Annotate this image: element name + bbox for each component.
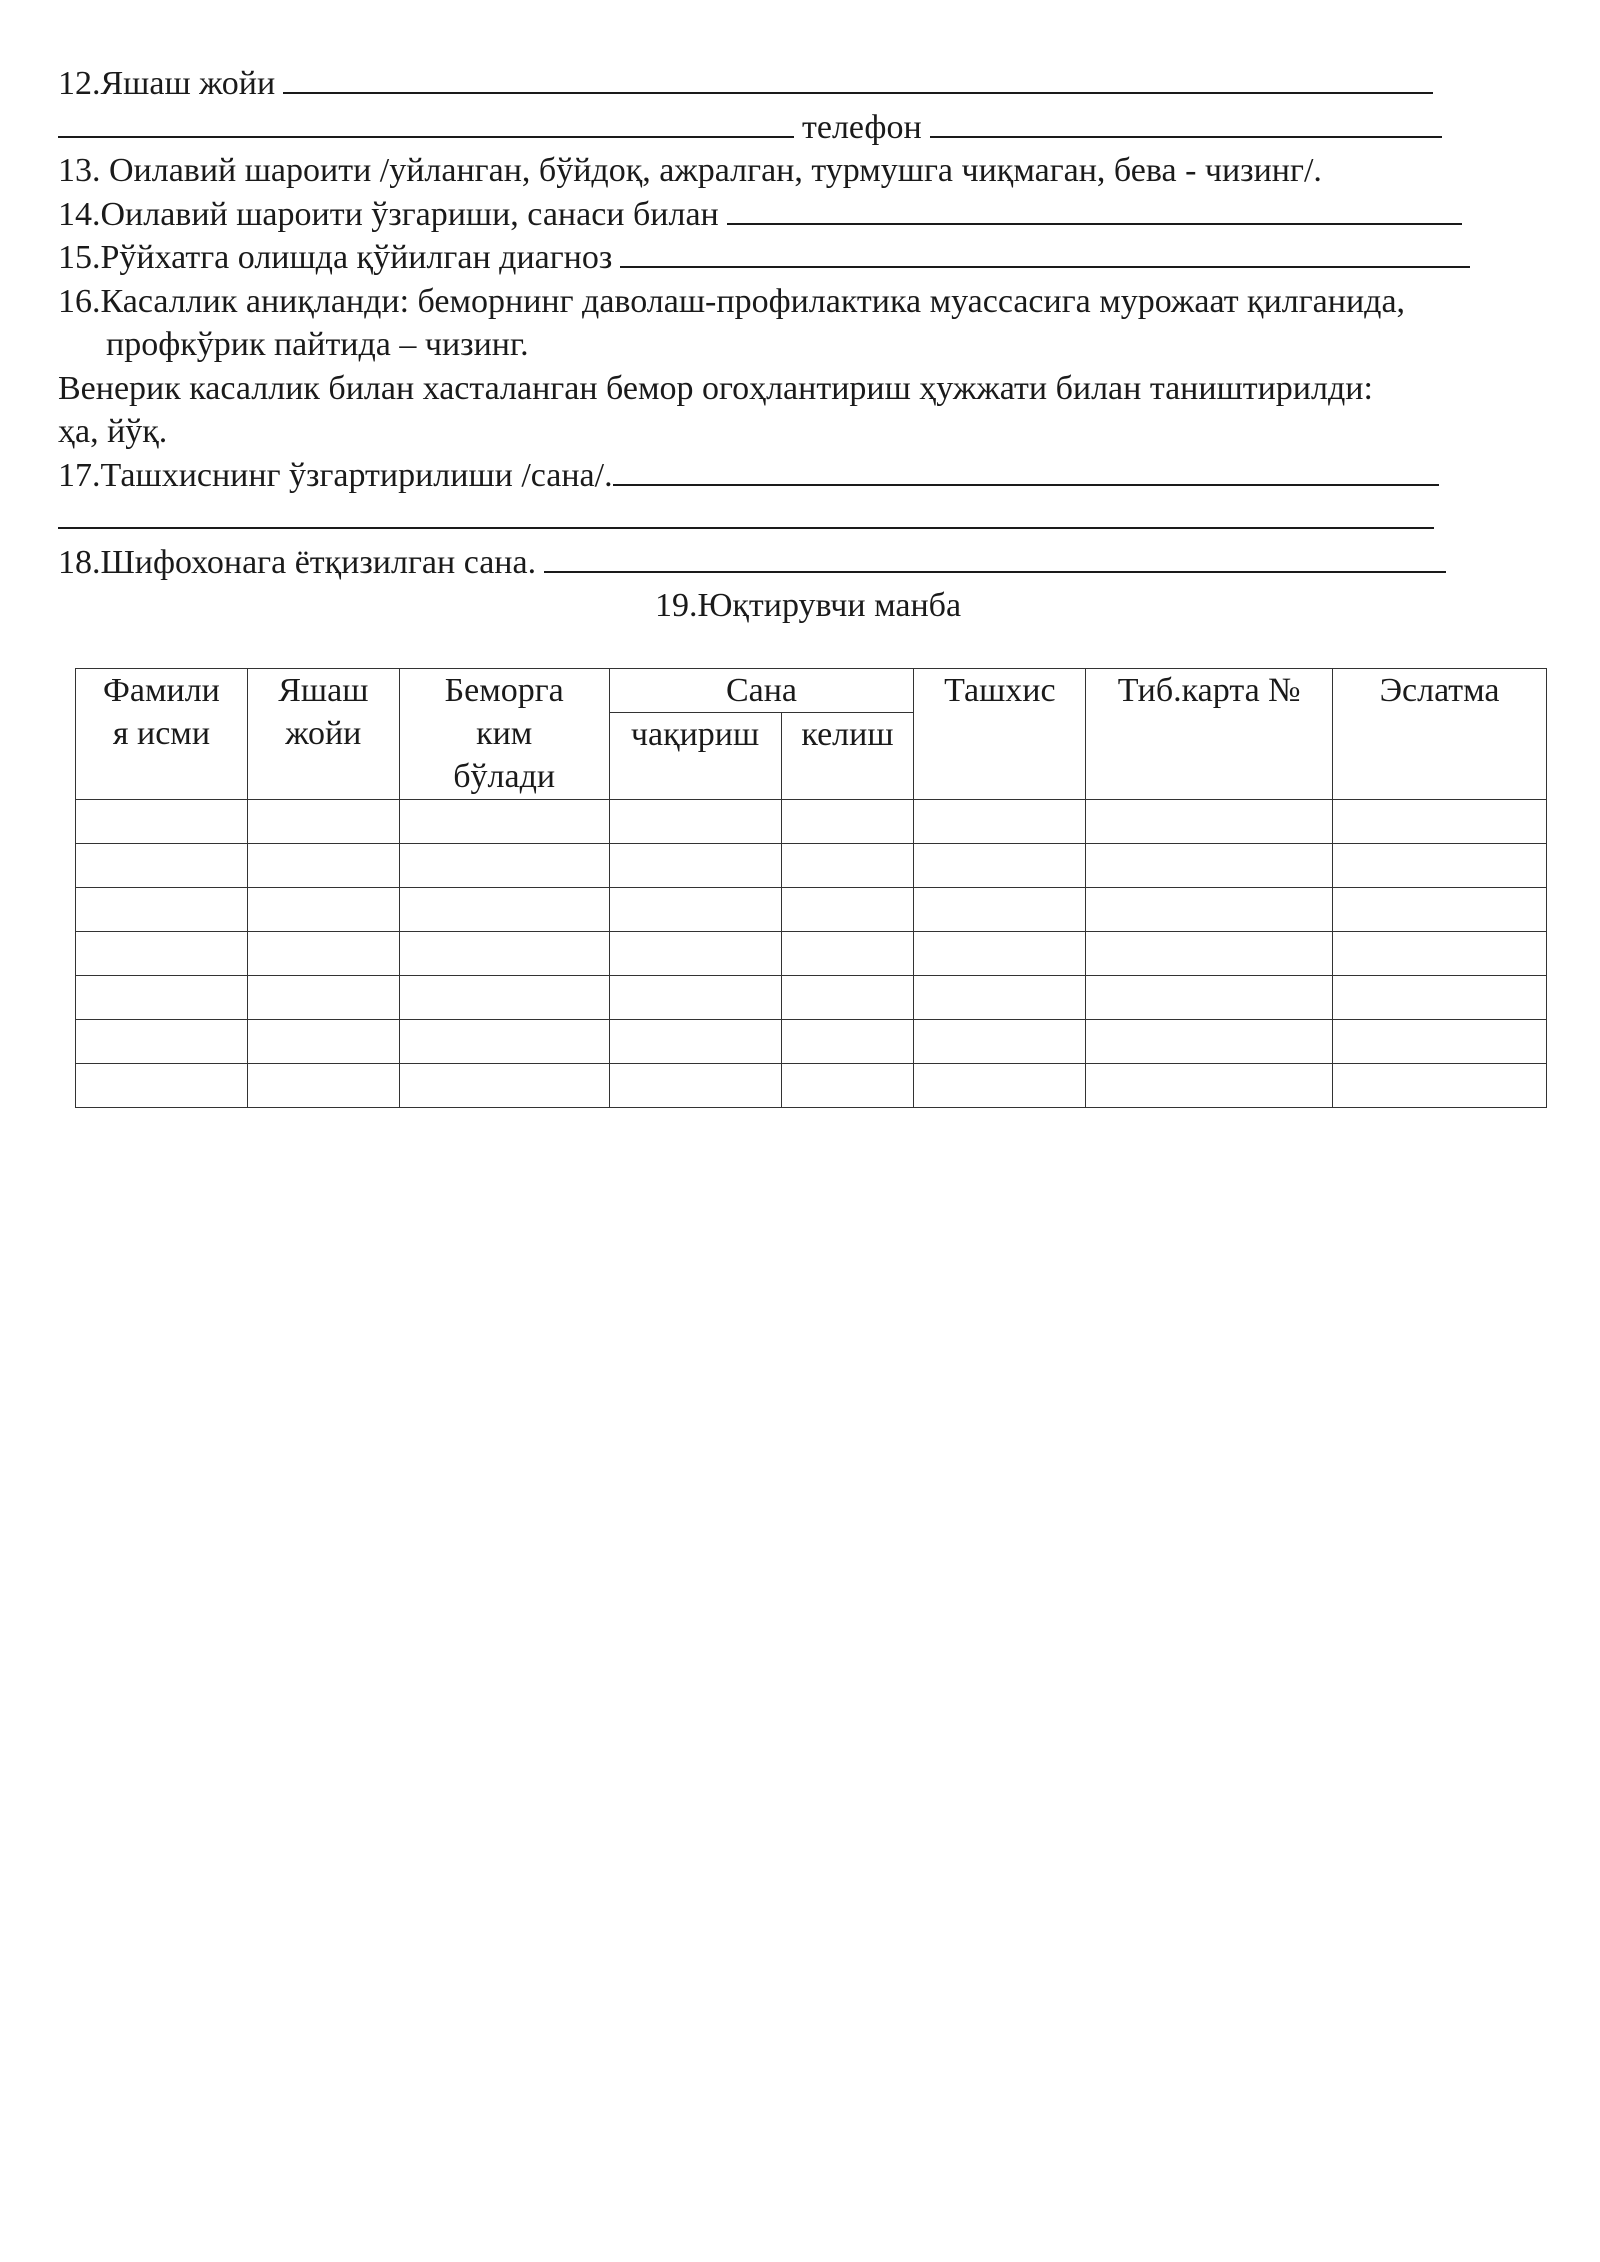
table-row [76,844,1547,888]
table-cell[interactable] [914,800,1086,844]
table-cell[interactable] [609,932,781,976]
table-cell[interactable] [76,844,248,888]
table-cell[interactable] [399,976,609,1020]
table-cell[interactable] [781,888,914,932]
table-cell[interactable] [914,888,1086,932]
item-17-label: 17.Ташхиснинг ўзгартирилиши /сана/. [58,456,613,494]
table-cell[interactable] [1333,976,1547,1020]
venereal-line-2 [58,410,1558,454]
table-cell[interactable] [76,1064,248,1108]
item-14-label: 14.Оилавий шароити ўзгариши, санаси билан [58,195,719,233]
table-cell[interactable] [781,976,914,1020]
table-cell[interactable] [399,800,609,844]
table-cell[interactable] [1086,932,1333,976]
table-cell[interactable] [781,1020,914,1064]
header-address-line-1: Яшаш [278,672,369,709]
table-cell[interactable] [76,1020,248,1064]
venereal-text-2: ҳа, йўқ. [58,413,168,450]
header-address-line-2: жойи [285,715,362,752]
table-cell[interactable] [914,844,1086,888]
table-cell[interactable] [1333,1064,1547,1108]
table-cell[interactable] [609,1020,781,1064]
table-row [76,1064,1547,1108]
table-cell[interactable] [914,932,1086,976]
header-relation-line-2: ким [476,715,533,752]
table-cell[interactable] [1333,1020,1547,1064]
header-note: Эслатма [1333,669,1547,800]
table-cell[interactable] [914,1064,1086,1108]
table-cell[interactable] [781,800,914,844]
header-relation-line-3: бўлади [453,758,556,795]
table-row [76,976,1547,1020]
table-cell[interactable] [247,800,399,844]
table-cell[interactable] [1333,888,1547,932]
table-cell[interactable] [914,976,1086,1020]
table-cell[interactable] [1086,1020,1333,1064]
item-17-continuation-line [58,497,1558,541]
table-cell[interactable] [1086,800,1333,844]
table-cell[interactable] [609,976,781,1020]
item-16-line-2 [58,323,1558,367]
table-cell[interactable] [76,800,248,844]
item-16-text-1: 16.Касаллик аниқланди: беморнинг даволаш-профилактика муассасига мурожаат қилганида, [58,282,1406,320]
item-18-line [58,541,1558,585]
table-cell[interactable] [247,844,399,888]
header-name [76,669,248,800]
header-date-arrival: келиш [781,713,914,800]
header-date: Сана [609,669,914,713]
item-15-label: 15.Рўйхатга олишда қўйилган диагноз [58,239,613,276]
table-cell[interactable] [1333,932,1547,976]
table-cell[interactable] [247,1064,399,1108]
header-date-call: чақириш [609,713,781,800]
item-14-line [58,193,1558,237]
diagnosis-field[interactable] [620,236,1470,268]
table-cell[interactable] [1086,844,1333,888]
table-cell[interactable] [914,1020,1086,1064]
table-cell[interactable] [1333,844,1547,888]
table-cell[interactable] [399,888,609,932]
table-cell[interactable] [1086,1064,1333,1108]
table-cell[interactable] [609,1064,781,1108]
header-relation-line-1: Беморга [444,672,564,709]
item-13-line [58,149,1558,193]
table-cell[interactable] [247,976,399,1020]
table-row [76,1020,1547,1064]
item-17-line [58,454,1558,498]
item-16-line-1 [58,280,1558,324]
table-cell[interactable] [399,1064,609,1108]
table-body [76,800,1547,1108]
table-cell[interactable] [76,932,248,976]
table-row [76,800,1547,844]
header-name-line-1: Фамили [103,672,220,709]
item-13-text: 13. Оилавий шароити /уйланган, бўйдоқ, ажралган, турмушга чиқмаган, бева - чизинг/. [58,152,1322,189]
diagnosis-change-field-continued[interactable] [58,497,1434,529]
address-field[interactable] [283,62,1433,94]
venereal-line-1 [58,367,1558,411]
table-cell[interactable] [1086,976,1333,1020]
family-change-field[interactable] [727,193,1462,225]
table-cell[interactable] [247,888,399,932]
venereal-text-1: Венерик касаллик билан хасталанган бемор огоҳлантириш ҳужжати билан таништирилди: [58,369,1373,407]
item-15-line [58,236,1558,280]
table-cell[interactable] [399,1020,609,1064]
header-address [247,669,399,800]
phone-label: телефон [802,108,922,146]
table-cell[interactable] [609,888,781,932]
item-19-title: 19.Юқтирувчи манба [654,587,962,624]
item-12-label: 12.Яшаш жойи [58,65,276,102]
item-12-line [58,62,1558,106]
diagnosis-change-field[interactable] [613,454,1439,486]
table-cell[interactable] [609,844,781,888]
item-16-text-2: профкўрик пайтида – чизинг. [106,326,529,363]
table-row [76,932,1547,976]
table-cell[interactable] [781,1064,914,1108]
table-cell[interactable] [609,800,781,844]
table-cell[interactable] [76,976,248,1020]
registration-form [58,62,1558,628]
item-18-label: 18.Шифохонага ётқизилган сана. [58,543,537,581]
address-field-continued[interactable] [58,106,794,138]
item-12-phone-line [58,106,1558,150]
table-row [76,888,1547,932]
header-diagnosis: Ташхис [914,669,1086,800]
table-cell[interactable] [247,1020,399,1064]
header-med-card: Тиб.карта № [1086,669,1333,800]
table-cell[interactable] [399,844,609,888]
hospitalization-date-field[interactable] [544,541,1446,573]
phone-field[interactable] [930,106,1442,138]
table-cell[interactable] [399,932,609,976]
table-cell[interactable] [247,932,399,976]
infection-source-table [75,668,1547,1108]
table-cell[interactable] [76,888,248,932]
table-cell[interactable] [1333,800,1547,844]
table-cell[interactable] [1086,888,1333,932]
header-relation [399,669,609,800]
header-name-line-2: я исми [112,715,211,752]
table-cell[interactable] [781,844,914,888]
table-cell[interactable] [781,932,914,976]
